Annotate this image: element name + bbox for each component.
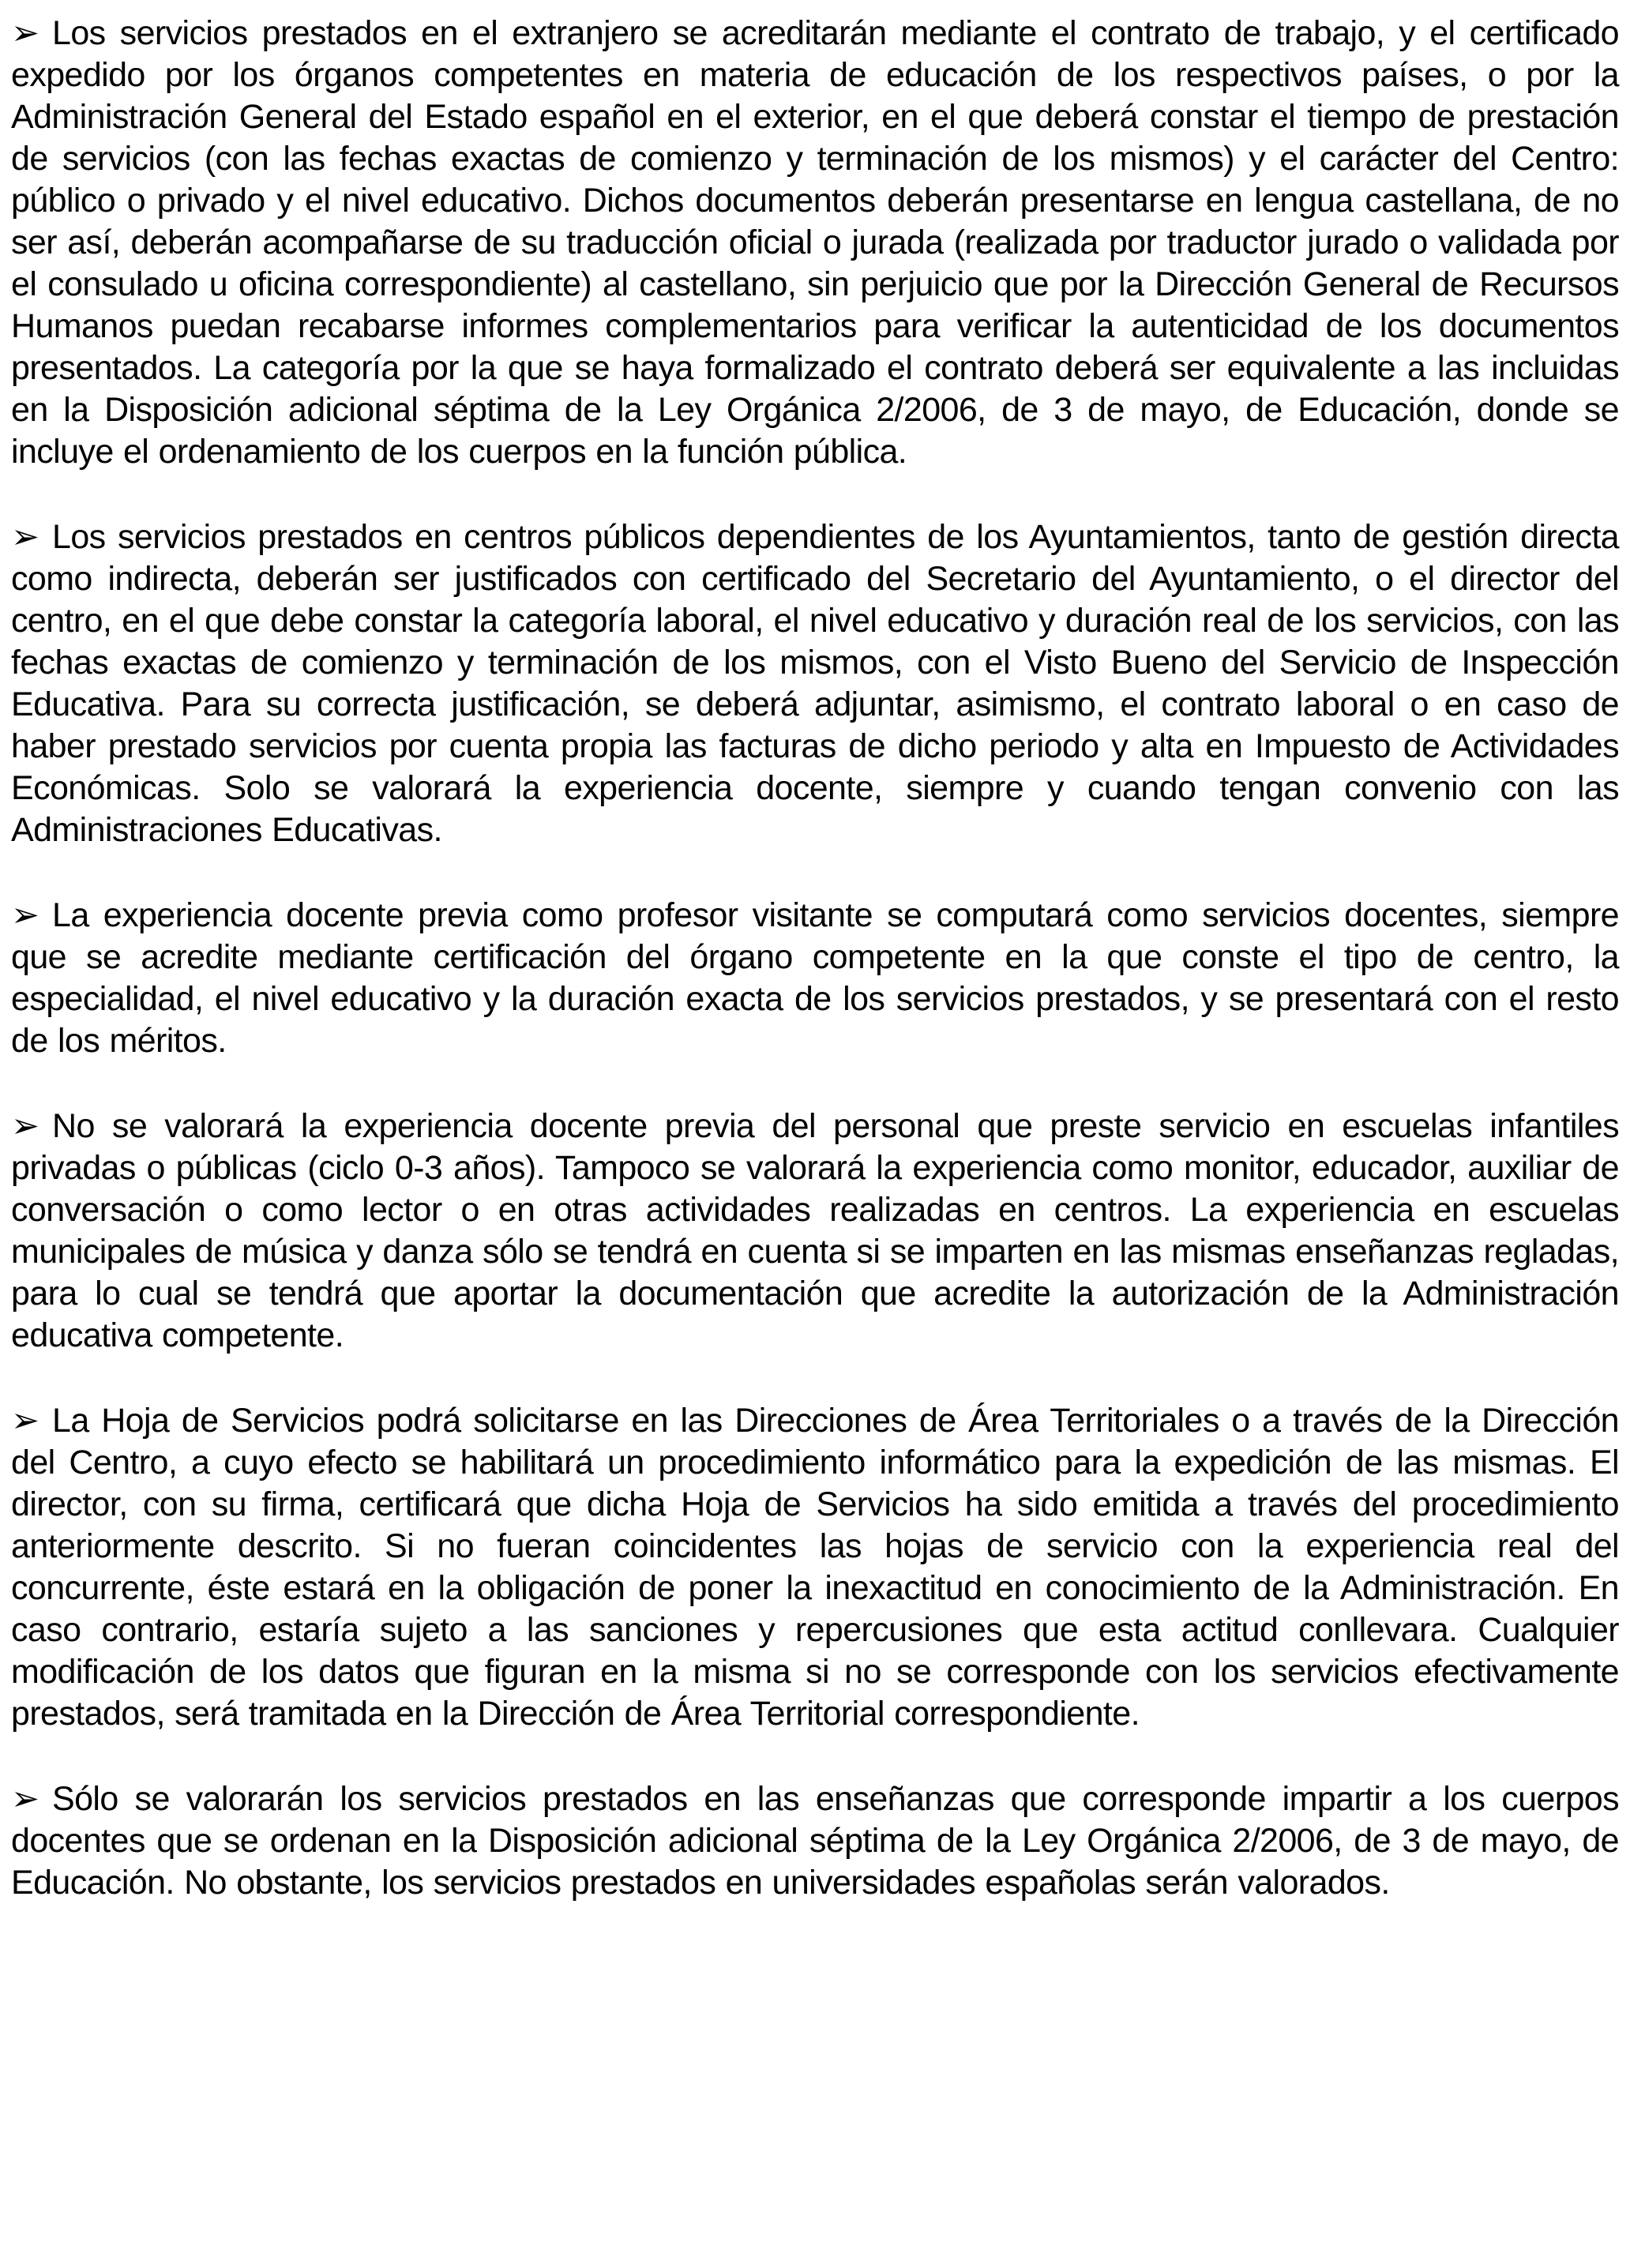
arrow-bullet-icon: ➢ bbox=[11, 1106, 40, 1146]
paragraph bbox=[11, 516, 1619, 851]
arrow-bullet-icon: ➢ bbox=[11, 1401, 40, 1440]
paragraph bbox=[11, 895, 1619, 1062]
arrow-bullet-icon: ➢ bbox=[11, 517, 40, 557]
paragraph bbox=[11, 1778, 1619, 1904]
paragraph-text: No se valorará la experiencia docente previa del personal que preste servicio en escuelas infantiles privadas o públicas (ciclo 0-3 años). Tampoco se valorará la experiencia como monitor, educador, auxiliar de conversación o como lector o en otras actividades realizadas en centros. La experiencia en escuelas municipales de música y danza sólo se tendrá en cuenta si se imparten en las mismas enseñanzas regladas, para lo cual se tendrá que aportar la documentación que acredite la autorización de la Administración educativa competente. bbox=[11, 1107, 1619, 1354]
arrow-bullet-icon: ➢ bbox=[11, 13, 40, 53]
paragraph-text: Los servicios prestados en el extranjero se acreditarán mediante el contrato de trabajo, y el certificado expedido por los órganos competentes en materia de educación de los respectivos países, o por la Administración General del Estado español en el exterior, en el que deberá constar el tiempo de prestación de servicios (con las fechas exactas de comienzo y terminación de los mismos) y el carácter del Centro: público o privado y el nivel educativo. Dichos documentos deberán presentarse en lengua castellana, de no ser así, deberán acompañarse de su traducción oficial o jurada (realizada por traductor jurado o validada por el consulado u oficina correspondiente) al castellano, sin perjuicio que por la Dirección General de Recursos Humanos puedan recabarse informes complementarios para verificar la autenticidad de los documentos presentados. La categoría por la que se haya formalizado el contrato deberá ser equivalente a las incluidas en la Disposición adicional séptima de la Ley Orgánica 2/2006, de 3 de mayo, de Educación, donde se incluye el ordenamiento de los cuerpos en la función pública. bbox=[11, 14, 1619, 471]
paragraph-text: Sólo se valorarán los servicios prestados en las enseñanzas que corresponde impartir a los cuerpos docentes que se ordenan en la Disposición adicional séptima de la Ley Orgánica 2/2006, de 3 de mayo, de Educación. No obstante, los servicios prestados en universidades españolas serán valorados. bbox=[11, 1780, 1619, 1902]
paragraph-text: La Hoja de Servicios podrá solicitarse en las Direcciones de Área Territoriales o a través de la Dirección del Centro, a cuyo efecto se habilitará un procedimiento informático para la expedición de las mismas. El director, con su firma, certificará que dicha Hoja de Servicios ha sido emitida a través del procedimiento anteriormente descrito. Si no fueran coincidentes las hojas de servicio con la experiencia real del concurrente, éste estará en la obligación de poner la inexactitud en conocimiento de la Administración. En caso contrario, estaría sujeto a las sanciones y repercusiones que esta actitud conllevara. Cualquier modificación de los datos que figuran en la misma si no se corresponde con los servicios efectivamente prestados, será tramitada en la Dirección de Área Territorial correspondiente. bbox=[11, 1402, 1619, 1733]
paragraph-text: La experiencia docente previa como profesor visitante se computará como servicios docentes, siempre que se acredite mediante certificación del órgano competente en la que conste el tipo de centro, la especialidad, el nivel educativo y la duración exacta de los servicios prestados, y se presentará con el resto de los méritos. bbox=[11, 896, 1619, 1060]
paragraph bbox=[11, 1106, 1619, 1357]
paragraph bbox=[11, 1400, 1619, 1735]
paragraph bbox=[11, 13, 1619, 473]
arrow-bullet-icon: ➢ bbox=[11, 896, 40, 935]
paragraph-text: Los servicios prestados en centros públicos dependientes de los Ayuntamientos, tanto de gestión directa como indirecta, deberán ser justificados con certificado del Secretario del Ayuntamiento, o el director del centro, en el que debe constar la categoría laboral, el nivel educativo y duración real de los servicios, con las fechas exactas de comienzo y terminación de los mismos, con el Visto Bueno del Servicio de Inspección Educativa. Para su correcta justificación, se deberá adjuntar, asimismo, el contrato laboral o en caso de haber prestado servicios por cuenta propia las facturas de dicho periodo y alta en Impuesto de Actividades Económicas. Solo se valorará la experiencia docente, siempre y cuando tengan convenio con las Administraciones Educativas. bbox=[11, 518, 1619, 849]
arrow-bullet-icon: ➢ bbox=[11, 1779, 40, 1819]
